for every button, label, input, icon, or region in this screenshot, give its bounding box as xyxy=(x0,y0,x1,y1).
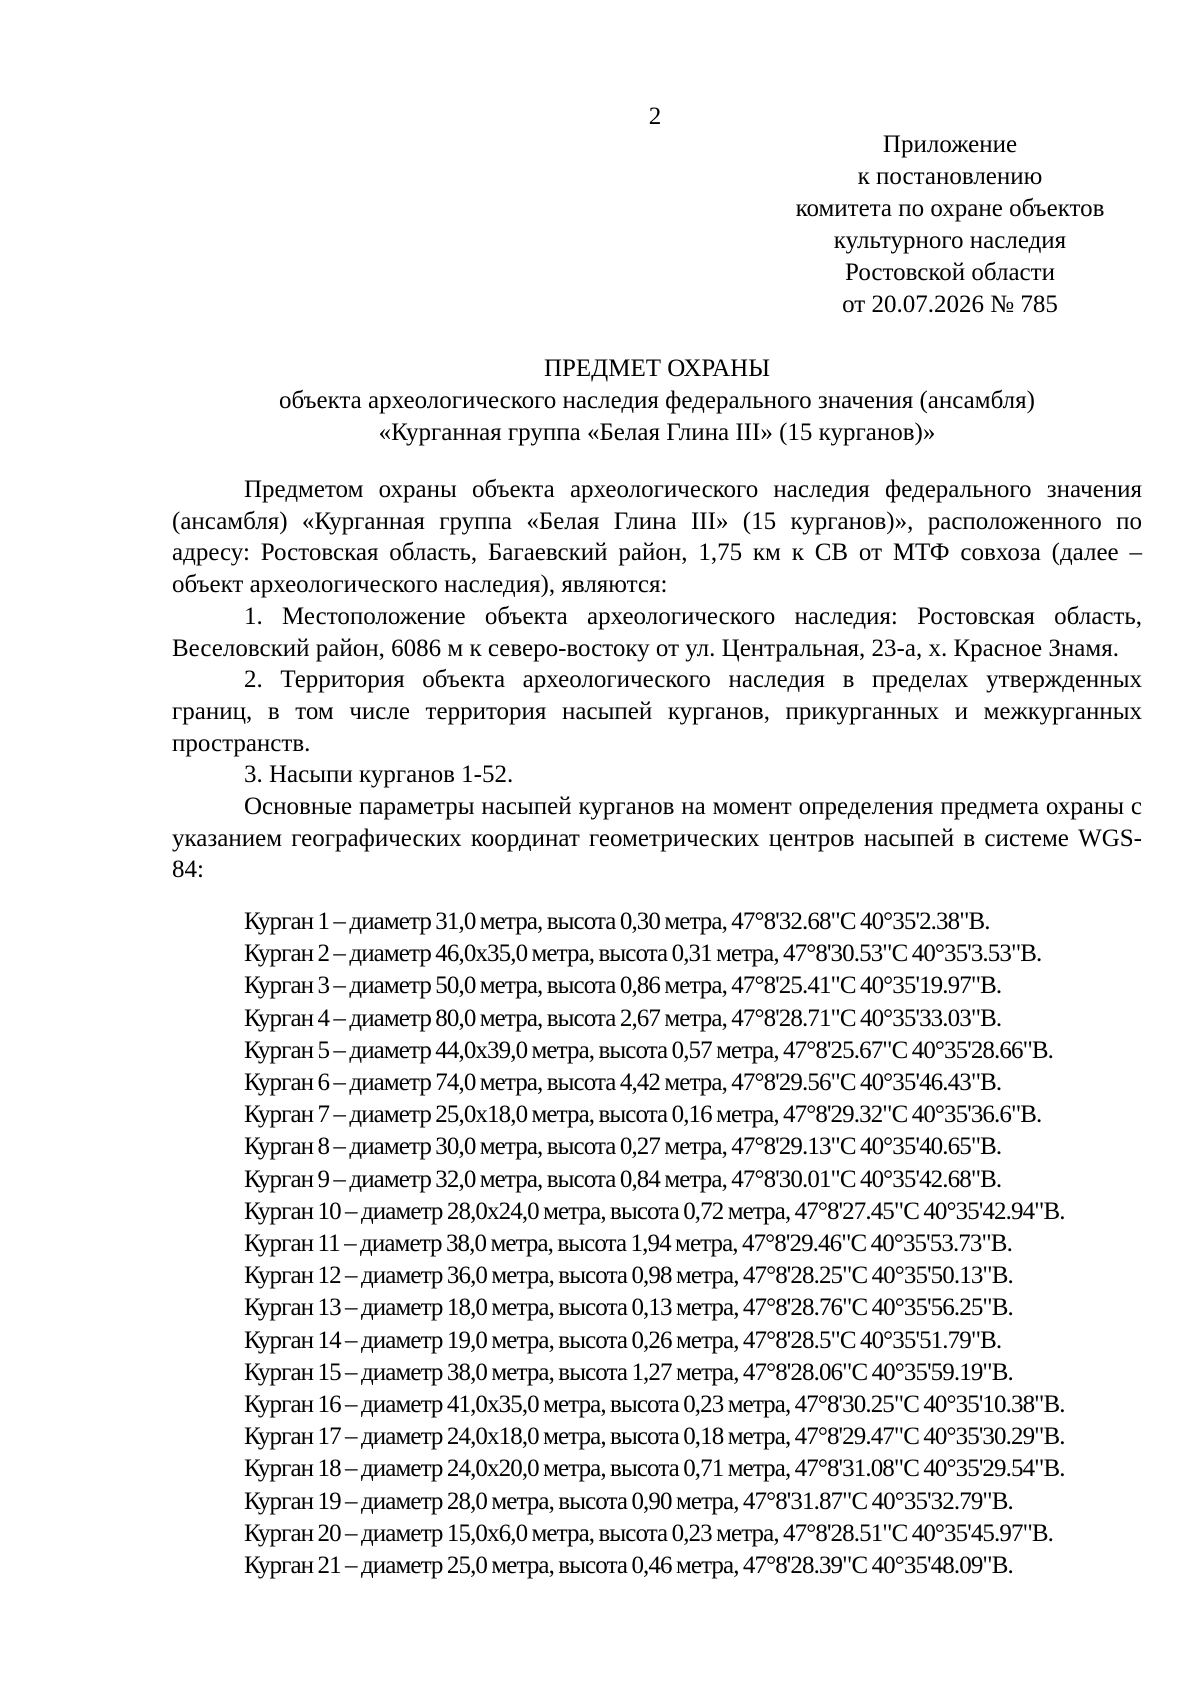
appendix-line: культурного наследия xyxy=(833,227,1067,254)
kurgan-list-item: Курган 19 – диаметр 28,0 метра, высота 0,90 метра, 47°8'31.87"С 40°35'32.79"В. xyxy=(244,1487,1013,1515)
title-heading: ПРЕДМЕТ ОХРАНЫ xyxy=(543,355,771,382)
kurgan-list-item: Курган 5 – диаметр 44,0x39,0 метра, высота 0,57 метра, 47°8'25.67"С 40°35'28.66"В. xyxy=(244,1036,1054,1064)
kurgan-list-item: Курган 7 – диаметр 25,0x18,0 метра, высота 0,16 метра, 47°8'29.32"С 40°35'36.6"В. xyxy=(244,1101,1042,1129)
kurgan-list-item: Курган 21 – диаметр 25,0 метра, высота 0,46 метра, 47°8'28.39"С 40°35'48.09"В. xyxy=(244,1552,1013,1580)
appendix-header xyxy=(740,129,1160,321)
kurgan-list-item: Курган 11 – диаметр 38,0 метра, высота 1,94 метра, 47°8'29.46"С 40°35'53.73"В. xyxy=(244,1230,1012,1258)
kurgan-list-item: Курган 9 – диаметр 32,0 метра, высота 0,84 метра, 47°8'30.01"С 40°35'42.68"В. xyxy=(244,1165,1002,1193)
kurgan-list xyxy=(244,906,1144,1582)
item-1-paragraph: 1. Местоположение объекта археологического наследия: Ростовская область, Веселовский район, 6086 м к северо-востоку от ул. Центральная, 23-а, х. Красное Знамя. xyxy=(172,602,1142,662)
params-paragraph: Основные параметры насыпей курганов на момент определения предмета охраны с указанием географических координат геометрических центров насыпей в системе WGS-84: xyxy=(172,793,1142,884)
kurgan-list-item: Курган 20 – диаметр 15,0x6,0 метра, высота 0,23 метра, 47°8'28.51"С 40°35'45.97"В. xyxy=(244,1519,1054,1547)
kurgan-list-item: Курган 6 – диаметр 74,0 метра, высота 4,42 метра, 47°8'29.56"С 40°35'46.43"В. xyxy=(244,1069,1002,1097)
kurgan-list-item: Курган 2 – диаметр 46,0x35,0 метра, высота 0,31 метра, 47°8'30.53"С 40°35'3.53"В. xyxy=(244,940,1042,968)
title-subheading: объекта археологического наследия федерального значения (ансамбля) xyxy=(279,387,1035,414)
kurgan-list-item: Курган 18 – диаметр 24,0x20,0 метра, высота 0,71 метра, 47°8'31.08"С 40°35'29.54"В. xyxy=(244,1455,1065,1483)
document-title xyxy=(172,353,1142,449)
appendix-line: от 20.07.2026 № 785 xyxy=(842,291,1058,318)
appendix-line: Приложение xyxy=(882,131,1018,158)
kurgan-list-item: Курган 14 – диаметр 19,0 метра, высота 0,26 метра, 47°8'28.5"С 40°35'51.79"В. xyxy=(244,1326,1002,1354)
appendix-line: к постановлению xyxy=(857,163,1043,190)
kurgan-list-item: Курган 10 – диаметр 28,0x24,0 метра, высота 0,72 метра, 47°8'27.45"С 40°35'42.94"В. xyxy=(244,1197,1065,1225)
item-3-paragraph: 3. Насыпи курганов 1-52. xyxy=(244,761,514,789)
kurgan-list-item: Курган 3 – диаметр 50,0 метра, высота 0,86 метра, 47°8'25.41"С 40°35'19.97"В. xyxy=(244,972,1002,1000)
kurgan-list-item: Курган 13 – диаметр 18,0 метра, высота 0,13 метра, 47°8'28.76"С 40°35'56.25"В. xyxy=(244,1294,1013,1322)
document-body xyxy=(172,474,1142,886)
kurgan-list-item: Курган 15 – диаметр 38,0 метра, высота 1,27 метра, 47°8'28.06"С 40°35'59.19"В. xyxy=(244,1358,1013,1386)
kurgan-list-item: Курган 4 – диаметр 80,0 метра, высота 2,67 метра, 47°8'28.71"С 40°35'33.03"В. xyxy=(244,1004,1002,1032)
item-2-paragraph: 2. Территория объекта археологического наследия в пределах утвержденных границ, в том числе территория насыпей курганов, прикурганных и межкурганных пространств. xyxy=(172,666,1142,757)
kurgan-list-item: Курган 8 – диаметр 30,0 метра, высота 0,27 метра, 47°8'29.13"С 40°35'40.65"В. xyxy=(244,1133,1002,1161)
page-number: 2 xyxy=(648,103,662,130)
appendix-line: комитета по охране объектов xyxy=(795,195,1105,222)
kurgan-list-item: Курган 12 – диаметр 36,0 метра, высота 0,98 метра, 47°8'28.25"С 40°35'50.13"В. xyxy=(244,1262,1013,1290)
title-object-name: «Курганная группа «Белая Глина III» (15 курганов)» xyxy=(378,419,936,446)
kurgan-list-item: Курган 17 – диаметр 24,0x18,0 метра, высота 0,18 метра, 47°8'29.47"С 40°35'30.29"В. xyxy=(244,1423,1065,1451)
appendix-line: Ростовской области xyxy=(845,259,1055,286)
kurgan-list-item: Курган 16 – диаметр 41,0x35,0 метра, высота 0,23 метра, 47°8'30.25"С 40°35'10.38"В. xyxy=(244,1391,1065,1419)
intro-paragraph: Предметом охраны объекта археологического наследия федерального значения (ансамбля) «Курганная группа «Белая Глина III» (15 курганов)», расположенного по адресу: Ростовская область, Багаевский район, 1,75 км к СВ от МТФ совхоза (далее – объект археологического наследия), являются: xyxy=(172,476,1142,599)
kurgan-list-item: Курган 1 – диаметр 31,0 метра, высота 0,30 метра, 47°8'32.68"С 40°35'2.38"В. xyxy=(244,908,990,935)
